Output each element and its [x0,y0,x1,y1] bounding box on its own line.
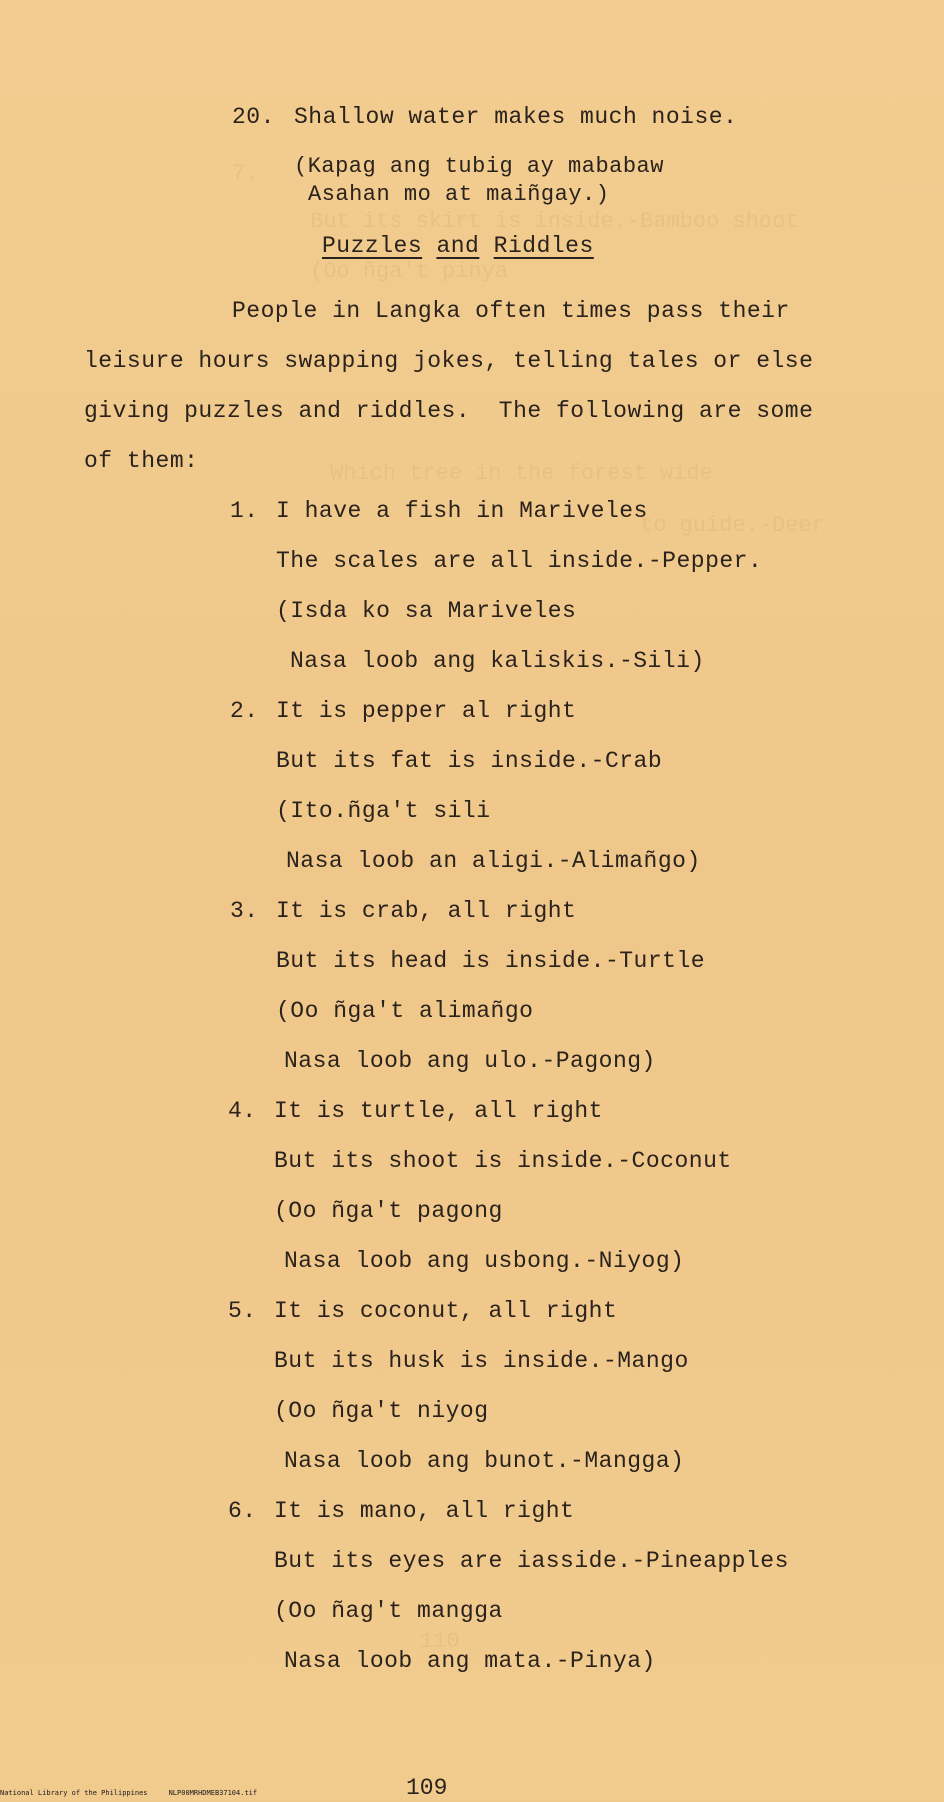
riddle-line: (Oo ñga't niyog [274,1398,489,1424]
bleed-through-text: Which tree in the forest wide [330,461,713,486]
proverb-text: Shallow water makes much noise. [294,104,738,130]
riddle-line: It is pepper al right [276,698,577,724]
bleed-through-text: But its skirt is inside.-Bamboo shoot [310,209,799,234]
page-number: 109 [406,1775,448,1801]
riddle-line: Nasa loob ang usbong.-Niyog) [284,1248,685,1274]
riddle-number: 1. [230,498,259,524]
riddle-line: Nasa loob ang bunot.-Mangga) [284,1448,685,1474]
riddle-line: Nasa loob an aligi.-Alimañgo) [286,848,701,874]
section-title-word: and [436,233,480,259]
riddle-line: (Isda ko sa Mariveles [276,598,577,624]
riddle-number: 4. [228,1098,257,1124]
section-title-word: Puzzles [322,233,423,259]
riddle-line: Nasa loob ang mata.-Pinya) [284,1648,656,1674]
riddle-line: It is turtle, all right [274,1098,603,1124]
intro-line: of them: [84,448,199,474]
footer-library: National Library of the Philippines [0,1789,148,1797]
bleed-through-text: (Oo ñga't pinya [310,259,509,284]
proverb-tagalog-line2: Asahan mo at maiñgay.) [308,182,610,207]
section-title [322,232,594,260]
riddle-line: (Oo ñag't mangga [274,1598,503,1624]
riddle-line: I have a fish in Mariveles [276,498,648,524]
intro-line: giving puzzles and riddles. The following are some [84,398,814,424]
riddle-line: But its head is inside.-Turtle [276,948,706,974]
footer-file-id: NLP00MRHDMEB37104.tif [168,1789,258,1797]
riddle-line: It is coconut, all right [274,1298,618,1324]
intro-line: People in Langka often times pass their [232,298,790,324]
riddle-number: 2. [230,698,259,724]
bleed-through-text: 7. [232,161,259,186]
riddle-line: (Oo ñga't alimañgo [276,998,534,1024]
riddle-line: But its fat is inside.-Crab [276,748,663,774]
proverb-number: 20. [232,104,275,130]
intro-line: leisure hours swapping jokes, telling tales or else [84,348,814,374]
proverb-tagalog-line1: (Kapag ang tubig ay mababaw [294,154,664,179]
riddle-line: The scales are all inside.-Pepper. [276,548,763,574]
bleed-through-text: to guide.-Deer [640,513,825,538]
bleed-through-text: 110 [420,1629,460,1654]
riddle-line: Nasa loob ang kaliskis.-Sili) [290,648,705,674]
riddle-line: (Ito.ñga't sili [276,798,491,824]
riddle-line: (Oo ñga't pagong [274,1198,503,1224]
riddle-line: It is crab, all right [276,898,577,924]
riddle-line: Nasa loob ang ulo.-Pagong) [284,1048,656,1074]
section-title-word: Riddles [493,233,594,259]
riddle-line: It is mano, all right [274,1498,575,1524]
scan-footer [0,1789,257,1798]
riddle-line: But its eyes are iasside.-Pineapples [274,1548,789,1574]
riddle-number: 6. [228,1498,257,1524]
riddle-line: But its shoot is inside.-Coconut [274,1148,732,1174]
riddle-number: 3. [230,898,259,924]
riddle-line: But its husk is inside.-Mango [274,1348,689,1374]
riddle-number: 5. [228,1298,257,1324]
